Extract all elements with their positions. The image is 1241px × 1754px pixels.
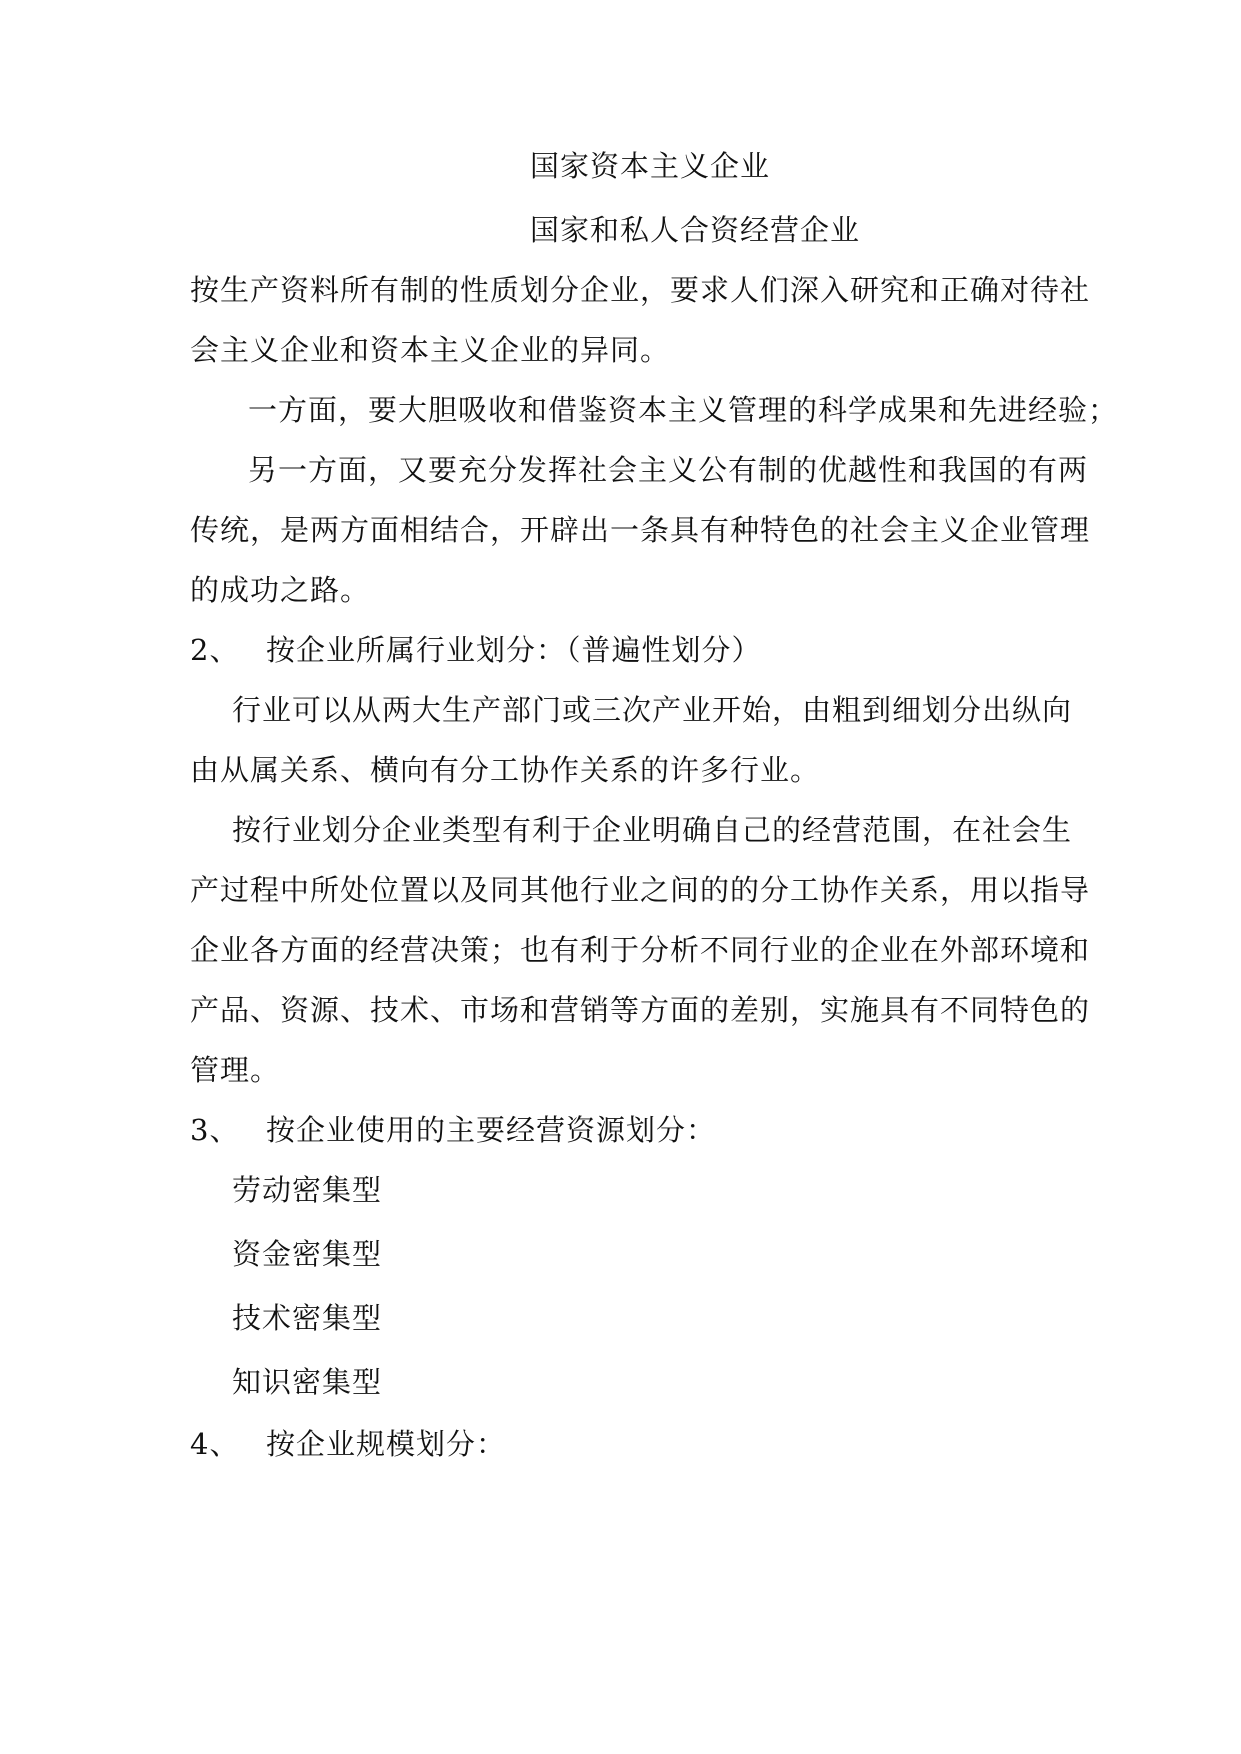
paragraph-line: 传统，是两方面相结合，开辟出一条具有种特色的社会主义企业管理 [190,513,1091,547]
section-heading-3 [190,1110,716,1150]
section-title: 按企业所属行业划分：（普遍性划分） [266,633,762,667]
paragraph-line: 管理。 [190,1053,281,1087]
paragraph-line: 按生产资料所有制的性质划分企业，要求人们深入研究和正确对待社 [190,273,1091,307]
section-title: 按企业使用的主要经营资源划分： [266,1113,717,1147]
section-number: 2、 [190,633,240,667]
section-title: 按企业规模划分： [266,1427,507,1461]
paragraph-line: 产品、资源、技术、市场和营销等方面的差别，实施具有不同特色的 [190,993,1091,1027]
list-item: 知识密集型 [232,1365,383,1399]
heading-state-capitalist-enterprise: 国家资本主义企业 [530,149,771,183]
paragraph-line: 的成功之路。 [190,573,371,607]
paragraph-line: 行业可以从两大生产部门或三次产业开始，由粗到细划分出纵向 [232,693,1073,727]
section-number: 4、 [190,1427,240,1461]
section-heading-2 [190,630,762,670]
paragraph-line: 一方面，要大胆吸收和借鉴资本主义管理的科学成果和先进经验； [248,393,1119,427]
paragraph-line: 会主义企业和资本主义企业的异同。 [190,333,671,367]
list-item: 资金密集型 [232,1237,383,1271]
paragraph-line: 企业各方面的经营决策；也有利于分析不同行业的企业在外部环境和 [190,933,1091,967]
section-heading-4 [190,1424,506,1464]
paragraph-line: 产过程中所处位置以及同其他行业之间的的分工协作关系，用以指导 [190,873,1091,907]
paragraph-line: 由从属关系、横向有分工协作关系的许多行业。 [190,753,821,787]
section-number: 3、 [190,1113,240,1147]
list-item: 劳动密集型 [232,1173,383,1207]
paragraph-line: 按行业划分企业类型有利于企业明确自己的经营范围，在社会生 [232,813,1073,847]
heading-joint-venture-enterprise: 国家和私人合资经营企业 [530,213,861,247]
paragraph-line: 另一方面，又要充分发挥社会主义公有制的优越性和我国的有两 [248,453,1089,487]
list-item: 技术密集型 [232,1301,383,1335]
